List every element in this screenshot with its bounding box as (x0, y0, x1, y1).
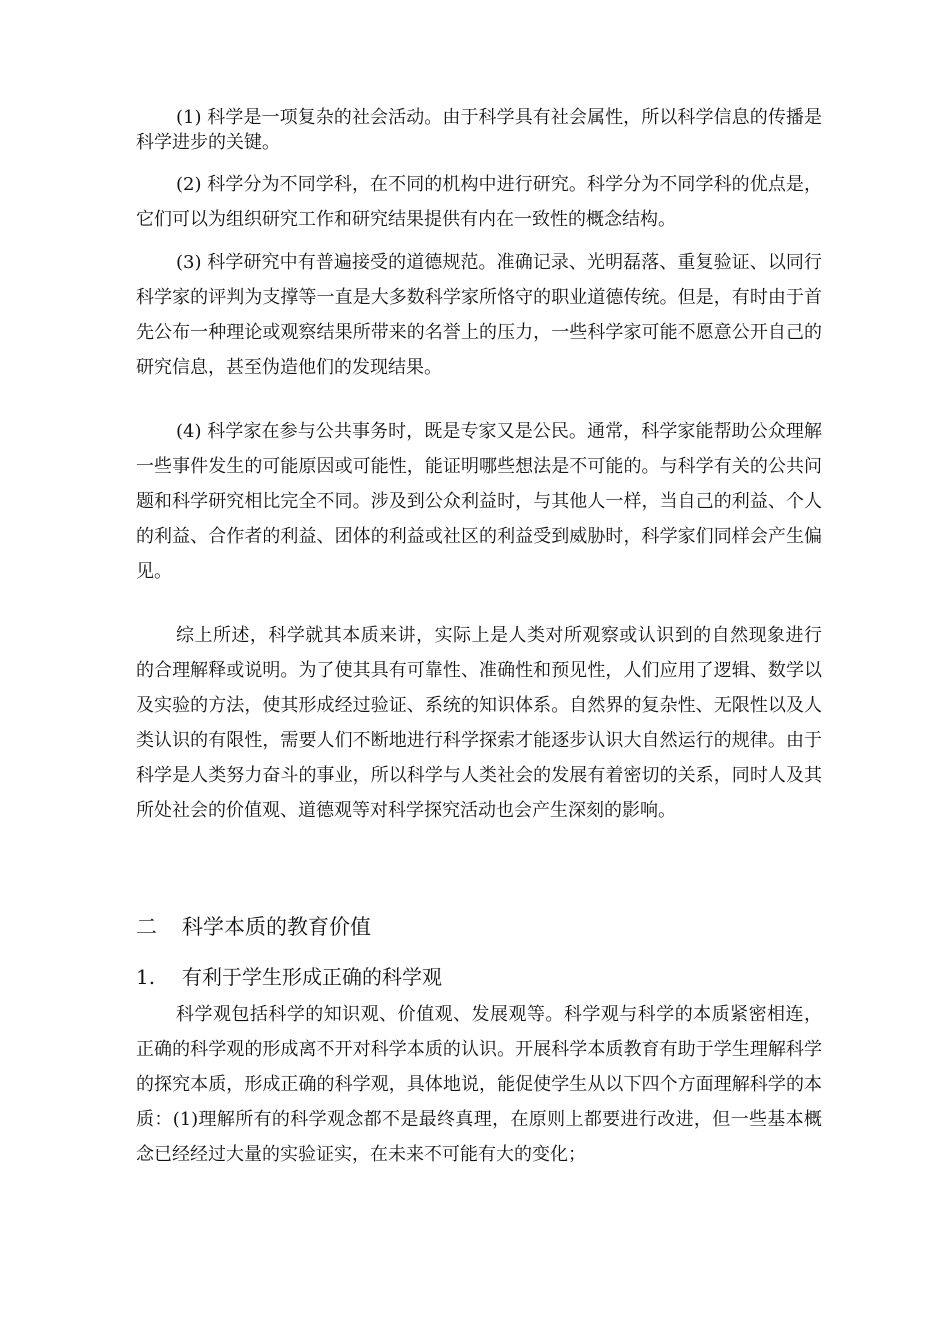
subsection-heading (136, 961, 442, 990)
paragraph-summary: 综上所述，科学就其本质来讲，实际上是人类对所观察或认识到的自然现象进行的合理解释或说明。为了使其具有可靠性、准确性和预见性，人们应用了逻辑、数学以及实验的方法，使其形成经过验证、系统的知识体系。自然界的复杂性、无限性以及人类认识的有限性，需要人们不断地进行科学探索才能逐步认识大自然运行的规律。由于科学是人类努力奋斗的事业，所以科学与人类社会的发展有着密切的关系，同时人及其所处社会的价值观、道德观等对科学探究活动也会产生深刻的影响。 (136, 625, 822, 821)
paragraph-public-affairs: (4) 科学家在参与公共事务时，既是专家又是公民。通常，科学家能帮助公众理解一些事件发生的可能原因或可能性，能证明哪些想法是不可能的。与科学有关的公共问题和科学研究相比完全不同。涉及到公众利益时，与其他人一样，当自己的利益、个人的利益、合作者的利益、团体的利益或社区的利益受到威胁时，科学家们同样会产生偏见。 (136, 421, 822, 582)
section-title: 科学本质的教育价值 (182, 915, 371, 939)
section-number: 二 (136, 915, 157, 939)
paragraph-science-view: 科学观包括科学的知识观、价值观、发展观等。科学观与科学的本质紧密相连，正确的科学观的形成离不开对科学本质的认识。开展科学本质教育有助于学生理解科学的探究本质，形成正确的科学观，具体地说，能促使学生从以下四个方面理解科学的本质：(1)理解所有的科学观念都不是最终真理，在原则上都要进行改进，但一些基本概念已经经过大量的实验证实，在未来不可能有大的变化； (136, 1004, 822, 1165)
paragraph-social-activity: (1) 科学是一项复杂的社会活动。由于科学具有社会属性，所以科学信息的传播是科学进步的关键。 (136, 107, 822, 153)
section-heading (136, 911, 371, 941)
subsection-number: 1. (136, 965, 156, 989)
subsection-title: 有利于学生形成正确的科学观 (182, 965, 442, 989)
paragraph-disciplines: (2) 科学分为不同学科，在不同的机构中进行研究。科学分为不同学科的优点是，它们可以为组织研究工作和研究结果提供有内在一致性的概念结构。 (136, 174, 822, 230)
paragraph-ethics: (3) 科学研究中有普遍接受的道德规范。准确记录、光明磊落、重复验证、以同行科学家的评判为支撑等一直是大多数科学家所恪守的职业道德传统。但是，有时由于首先公布一种理论或观察结果所带来的名誉上的压力，一些科学家可能不愿意公开自己的研究信息，甚至伪造他们的发现结果。 (136, 252, 822, 378)
